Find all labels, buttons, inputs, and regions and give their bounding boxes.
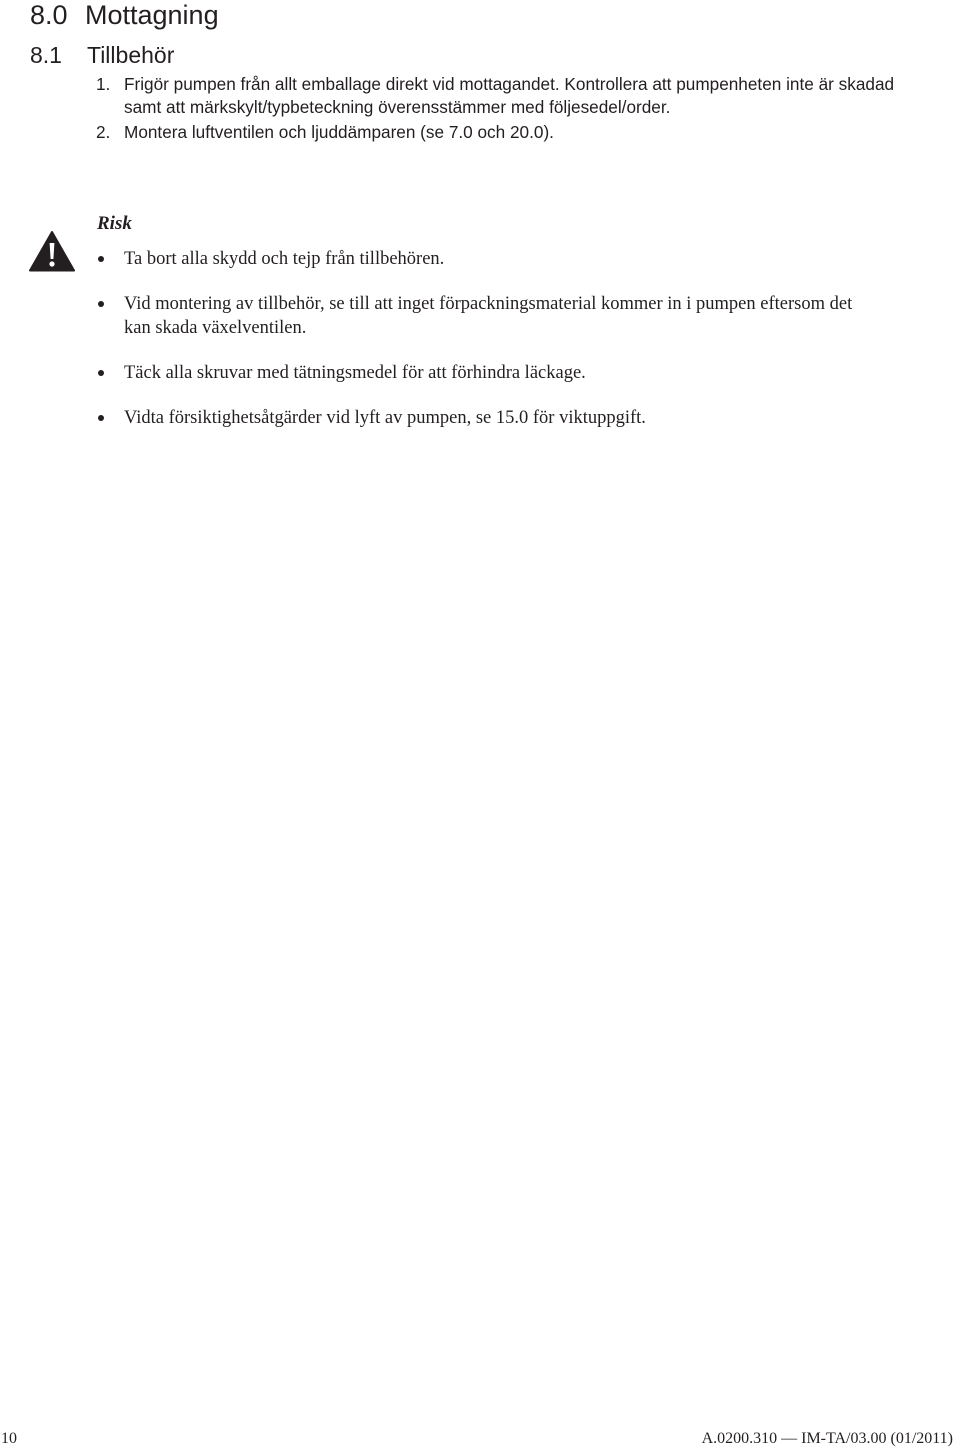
step-list xyxy=(96,73,896,144)
risk-item xyxy=(97,361,877,385)
document-code: A.0200.310 — IM-TA/03.00 (01/2011) xyxy=(701,1430,953,1447)
subsection-heading xyxy=(30,41,174,69)
step-text: Montera luftventilen och ljuddämparen (se 7.0 och 20.0). xyxy=(124,122,554,142)
step-item xyxy=(96,73,896,119)
risk-item xyxy=(97,406,877,430)
section-title: Mottagning xyxy=(85,0,219,30)
section-heading xyxy=(30,0,219,30)
step-text: Frigör pumpen från allt emballage direkt vid mottagandet. Kontrollera att pumpenheten inte är skadad samt att märkskylt/typbeteckning överensstämmer med följesedel/order. xyxy=(124,74,895,117)
step-item xyxy=(96,121,896,144)
bullet-icon xyxy=(98,415,104,421)
step-number: 1. xyxy=(96,74,111,94)
risk-item xyxy=(97,292,877,340)
risk-item-text: Vid montering av tillbehör, se till att inget förpackningsmaterial kommer in i pumpen eftersom det kan skada växelventilen. xyxy=(124,294,853,338)
section-number: 8.0 xyxy=(30,0,68,30)
subsection-number: 8.1 xyxy=(30,42,62,68)
risk-list xyxy=(97,247,877,451)
subsection-title: Tillbehör xyxy=(87,42,175,68)
risk-item-text: Ta bort alla skydd och tejp från tillbehören. xyxy=(124,249,445,269)
step-number: 2. xyxy=(96,122,111,142)
warning-triangle-icon xyxy=(29,230,75,272)
page-number: 10 xyxy=(1,1430,17,1447)
risk-item-text: Vidta försiktighetsåtgärder vid lyft av pumpen, se 15.0 för viktuppgift. xyxy=(124,408,646,428)
bullet-icon xyxy=(98,301,104,307)
bullet-icon xyxy=(98,370,104,376)
risk-item-text: Täck alla skruvar med tätningsmedel för att förhindra läckage. xyxy=(124,363,586,383)
risk-item xyxy=(97,247,877,271)
risk-title: Risk xyxy=(97,213,132,234)
bullet-icon xyxy=(98,256,104,262)
